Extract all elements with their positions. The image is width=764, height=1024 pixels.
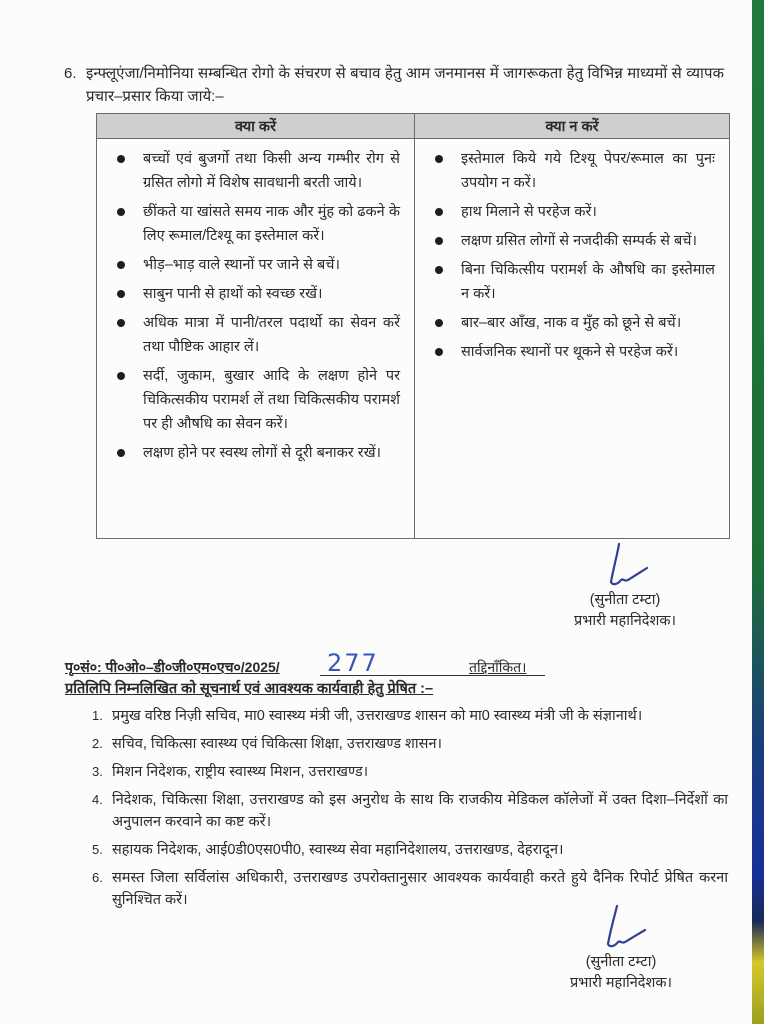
list-item (431, 200, 715, 224)
donts-list (431, 147, 715, 364)
list-item (431, 258, 715, 306)
bullet-icon (117, 372, 125, 380)
list-item (431, 147, 715, 195)
list-item (113, 253, 400, 277)
list-item (92, 789, 728, 833)
reference-line (65, 649, 545, 677)
bullet-icon (117, 319, 125, 327)
item-number: 2. (92, 736, 103, 751)
dos-list (113, 147, 400, 465)
list-item (113, 282, 400, 306)
list-item (92, 705, 728, 727)
recipients-list (92, 705, 728, 917)
list-item (92, 733, 728, 755)
list-item (92, 839, 728, 861)
list-item (431, 311, 715, 335)
item-number: 4. (92, 792, 103, 807)
item-text: मिशन निदेशक, राष्ट्रीय स्वास्थ्य मिशन, उत्तराखण्ड। (112, 764, 369, 780)
handwritten-number: 277 (327, 649, 379, 677)
list-item (113, 200, 400, 248)
list-item (113, 147, 400, 195)
header-donts: क्या न करें (415, 114, 730, 139)
list-item (113, 311, 400, 359)
item-text: इस्तेमाल किये गये टिश्यू पेपर/रूमाल का पुनः उपयोग न करें। (461, 151, 715, 191)
item-number: 1. (92, 708, 103, 723)
item-text: सहायक निदेशक, आई0डी0एस0पी0, स्वास्थ्य सेवा महानिदेशालय, उत्तराखण्ड, देहरादून। (112, 842, 564, 858)
item-text: अधिक मात्रा में पानी/तरल पदार्थो का सेवन करें तथा पौष्टिक आहार लें। (143, 315, 400, 355)
item-text: साबुन पानी से हाथों को स्वच्छ रखें। (143, 286, 323, 302)
list-item (431, 229, 715, 253)
signatory-designation: प्रभारी महानिदेशक। (573, 613, 677, 629)
item-text: निदेशक, चिकित्सा शिक्षा, उत्तराखण्ड को इस अनुरोध के साथ कि राजकीय मेडिकल कॉलेजों में उक्त दिशा–निर्देशों का अनुपालन करवाने का कष्ट करें। (112, 792, 728, 830)
point-text: इन्फ्लूएंजा/निमोनिया सम्बन्धित रोगो के संचरण से बचाव हेतु आम जनमानस में जागरूकता हेतु विभिन्न माध्यमों से व्यापक प्रचार–प्रसार किया जाये:– (86, 65, 724, 105)
item-text: हाथ मिलाने से परहेज करें। (461, 204, 597, 220)
item-number: 6. (92, 870, 103, 885)
dos-cell (97, 139, 415, 539)
item-text: सार्वजनिक स्थानों पर थूकने से परहेज करें। (461, 344, 679, 360)
signatory-designation: प्रभारी महानिदेशक। (569, 975, 673, 991)
item-text: भीड़–भाड़ वाले स्थानों पर जाने से बचें। (143, 257, 340, 273)
bullet-icon (435, 319, 443, 327)
item-text: सचिव, चिकित्सा स्वास्थ्य एवं चिकित्सा शिक्षा, उत्तराखण्ड शासन। (112, 736, 442, 752)
reference-number: पृ०सं०: पी०ओ०–डी०जी०एम०एच०/2025/ (65, 659, 280, 675)
bullet-icon (117, 290, 125, 298)
bullet-icon (435, 266, 443, 274)
signature-block-2 (556, 902, 686, 994)
list-item (113, 441, 400, 465)
signature-scribble-icon (581, 902, 661, 952)
bullet-icon (435, 237, 443, 245)
copy-heading: प्रतिलिपि निम्नलिखित को सूचनार्थ एवं आवश्यक कार्यवाही हेतु प्रेषित :– (65, 681, 434, 697)
signatory-name: (सुनीता टम्टा) (585, 954, 657, 970)
item-text: छींकते या खांसते समय नाक और मुंह को ढकने के लिए रूमाल/टिश्यू का इस्तेमाल करें। (143, 204, 400, 244)
bullet-icon (117, 208, 125, 216)
header-dos: क्या करें (97, 114, 415, 139)
list-item (113, 364, 400, 436)
item-text: बार–बार आँख, नाक व मुँह को छूने से बचें। (461, 315, 682, 331)
item-number: 5. (92, 842, 103, 857)
signatory-name: (सुनीता टम्टा) (589, 592, 661, 608)
dos-and-donts-table (96, 113, 730, 539)
bullet-icon (435, 155, 443, 163)
table-body-row (97, 139, 730, 539)
item-text: लक्षण होने पर स्वस्थ लोगों से दूरी बनाकर रखें। (143, 445, 382, 461)
bullet-icon (117, 155, 125, 163)
item-text: लक्षण ग्रसित लोगों से नजदीकी सम्पर्क से बचें। (461, 233, 697, 249)
item-text: बिना चिकित्सीय परामर्श के औषधि का इस्तेमाल न करें। (461, 262, 715, 302)
signature-block-1 (560, 540, 690, 632)
dated-label: तद्दिनाँकित। (469, 659, 527, 675)
point-number: 6. (64, 65, 77, 82)
bullet-icon (117, 449, 125, 457)
list-item (431, 340, 715, 364)
bullet-icon (435, 348, 443, 356)
item-text: प्रमुख वरिष्ठ निज़ी सचिव, मा0 स्वास्थ्य मंत्री जी, उत्तराखण्ड शासन को मा0 स्वास्थ्य मंत्री जी के संज्ञानार्थ। (112, 708, 643, 724)
bullet-icon (117, 261, 125, 269)
donts-cell (415, 139, 730, 539)
item-number: 3. (92, 764, 103, 779)
list-item (92, 761, 728, 783)
bullet-icon (435, 208, 443, 216)
item-text: सर्दी, जुकाम, बुखार आदि के लक्षण होने पर चिकित्सकीय परामर्श लें तथा चिकित्सकीय परामर्श पर ही औषधि का सेवन करें। (143, 368, 400, 432)
item-text: समस्त जिला सर्विलांस अधिकारी, उत्तराखण्ड उपरोक्तानुसार आवश्यक कार्यवाही करते हुये दैनिक रिपोर्ट प्रेषित करना सुनिश्चित करें। (112, 870, 728, 908)
table-header-row (97, 114, 730, 139)
binder-edge (752, 0, 764, 1024)
item-text: बच्चों एवं बुजर्गो तथा किसी अन्य गम्भीर रोग से ग्रसित लोगो में विशेष सावधानी बरती जाये। (143, 151, 400, 191)
signature-scribble-icon (585, 540, 665, 590)
point-6-paragraph (64, 62, 724, 108)
